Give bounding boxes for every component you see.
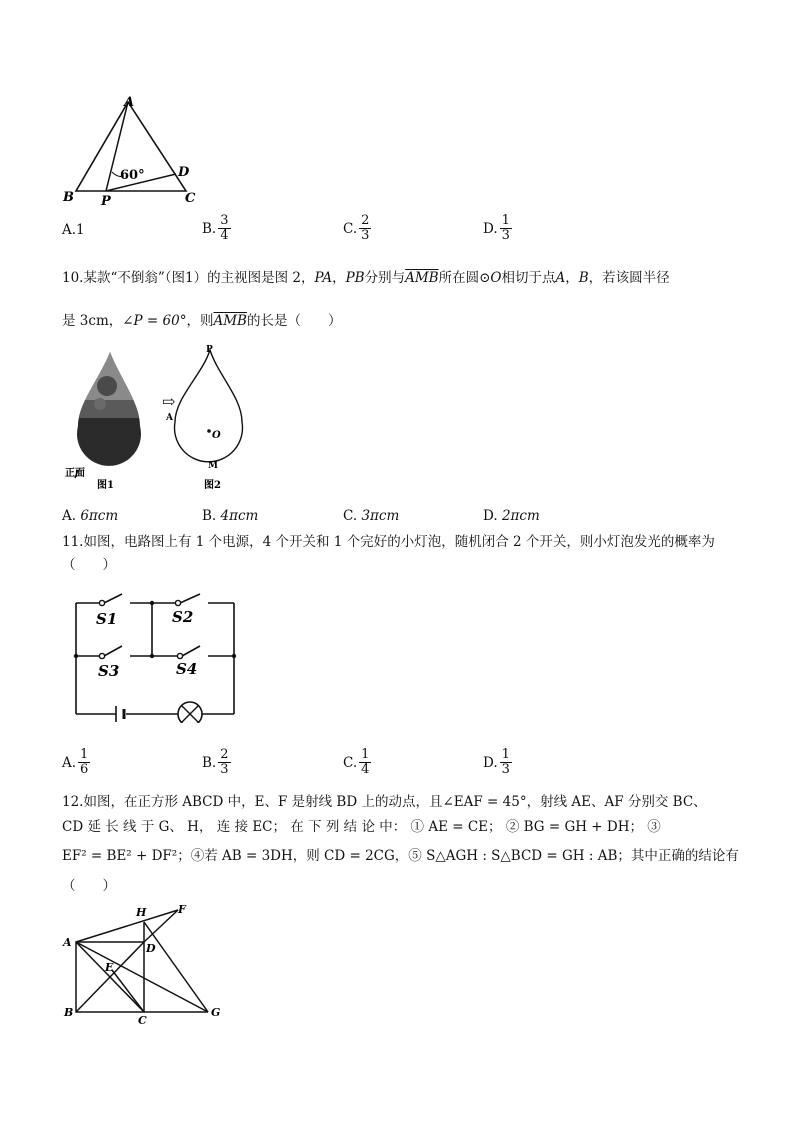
q9-option-a-value: 1 (76, 222, 85, 238)
q12-label-h: H (136, 906, 147, 919)
q10-fig2-label-p: P (206, 345, 213, 355)
q10-l2-p2: ，则 (186, 313, 214, 329)
q9-option-d-label: D. (483, 220, 498, 237)
q10-l1-p9: A (555, 270, 566, 286)
q11-bulb-icon (178, 702, 202, 723)
q11-option-a-label: A. (62, 754, 77, 771)
q11-stem-line2: （ ） (62, 557, 116, 573)
q10-stem-line2 (62, 311, 341, 331)
q10-fig2-label-o: O (212, 430, 221, 441)
q9-label-c: C (185, 191, 196, 206)
q10-fig1-front-label: 正面 (65, 468, 85, 479)
q10-option-a[interactable] (62, 508, 118, 524)
q10-fig2-label-m: M (208, 461, 218, 471)
q9-angle-label: 60° (120, 168, 145, 183)
q11-option-c-den: 4 (361, 762, 370, 777)
q10-l1-p7: ⊙O (479, 270, 502, 286)
q10-l1-p11: B (578, 270, 589, 286)
q11-option-b-num: 2 (220, 747, 229, 762)
q9-option-b-num: 3 (220, 213, 229, 228)
q11-option-c[interactable] (343, 748, 371, 777)
q9-label-a: A (124, 95, 135, 110)
q11-option-c-fraction (359, 748, 371, 777)
q10-option-d[interactable] (483, 508, 540, 524)
q10-option-c-value: 3πcm (361, 508, 400, 524)
q11-label-s3: S3 (98, 662, 120, 680)
q10-l1-p12: ，若该圆半径 (588, 270, 670, 286)
q10-fig1-caption: 图1 (97, 480, 114, 491)
q11-option-a-num: 1 (80, 747, 89, 762)
q9-option-a-label: A. (62, 222, 77, 238)
q10-arc-amb-2: $\overline{AMB}$ (213, 313, 247, 329)
q11-label-s2: S2 (172, 608, 194, 626)
q9-option-b-label: B. (202, 220, 217, 237)
q11-option-b-den: 3 (220, 762, 229, 777)
q10-figure-1 (60, 348, 160, 493)
q12-label-c: C (138, 1014, 147, 1027)
q11-option-d-label: D. (483, 754, 498, 771)
q9-option-c-fraction (359, 214, 371, 243)
q10-drop-outline (175, 350, 243, 462)
q10-option-c-label: C. (343, 508, 358, 524)
q10-l1-p3: PB (345, 270, 365, 286)
q10-l1-p4: 分别与 (364, 270, 406, 286)
q11-stem-line1: 11.如图，电路图上有 1 个电源，4 个开关和 1 个完好的小灯泡，随机闭合 2 个开关，则小灯泡发光的概率为 (62, 534, 715, 550)
q9-option-d-fraction (500, 214, 512, 243)
q9-triangle-figure (60, 88, 210, 210)
q10-l1-p10: ， (565, 270, 579, 286)
q11-option-b-label: B. (202, 754, 217, 771)
q10-option-b-value: 4πcm (220, 508, 259, 524)
q11-option-c-label: C. (343, 754, 358, 771)
q9-option-b-den: 4 (220, 228, 229, 243)
q9-label-b: B (63, 190, 74, 205)
q9-option-d[interactable] (483, 214, 512, 243)
q11-option-d-den: 3 (501, 762, 510, 777)
q12-label-a: A (63, 936, 72, 949)
q9-option-d-num: 1 (501, 213, 510, 228)
q10-option-a-label: A. (62, 508, 77, 524)
q12-square-figure (60, 900, 235, 1028)
q11-option-d-num: 1 (501, 747, 510, 762)
q10-option-b[interactable] (202, 508, 258, 524)
q11-option-b[interactable] (202, 748, 231, 777)
q10-arrow-icon: ⇨ (162, 392, 176, 411)
q10-fig2-label-a: A (166, 413, 173, 423)
q11-label-s1: S1 (96, 610, 118, 628)
q9-option-b-fraction (218, 214, 230, 243)
q11-option-d-fraction (500, 748, 512, 777)
q9-option-a[interactable] (62, 222, 85, 238)
q12-stem-line4: （ ） (62, 878, 116, 894)
q12-label-f: F (178, 903, 186, 916)
q11-option-c-num: 1 (361, 747, 370, 762)
q12-label-g: G (211, 1006, 221, 1019)
q10-option-c[interactable] (343, 508, 399, 524)
q11-option-b-fraction (218, 748, 230, 777)
q9-option-c-label: C. (343, 220, 358, 237)
q12-label-b: B (64, 1006, 74, 1019)
q10-l2-p4: 的长是（ ） (246, 313, 342, 329)
q12-label-d: D (146, 942, 156, 955)
q11-circuit-figure (66, 588, 246, 723)
q10-stem-line1 (62, 268, 670, 288)
q9-option-d-den: 3 (501, 228, 510, 243)
q10-l2-p1: ∠P = 60° (122, 313, 187, 329)
q9-option-c-num: 2 (361, 213, 370, 228)
q11-option-a-fraction (78, 748, 90, 777)
q10-l2-p0: 是 3cm， (62, 313, 123, 329)
q10-option-b-label: B. (202, 508, 217, 524)
q9-option-c-den: 3 (361, 228, 370, 243)
q9-label-d: D (178, 165, 190, 180)
q10-option-d-value: 2πcm (501, 508, 540, 524)
q10-l1-p8: 相切于点 (501, 270, 556, 286)
q10-l1-p6: 所在圆 (438, 270, 480, 286)
q12-segment-hg (144, 922, 208, 1012)
q12-ray-ag (76, 942, 208, 1012)
q10-figure-2 (166, 340, 256, 495)
q12-stem-line3: EF² = BE² + DF²；④若 AB = 3DH，则 CD = 2CG，⑤ S△AGH : S△BCD = GH : AB；其中正确的结论有 (62, 848, 739, 864)
q9-label-p: P (101, 194, 111, 209)
q10-fig2-caption: 图2 (204, 480, 221, 491)
q10-l1-p1: PA (314, 270, 333, 286)
q12-stem-line1: 12.如图，在正方形 ABCD 中，E、F 是射线 BD 上的动点，且∠EAF = 45°，射线 AE、AF 分别交 BC、 (62, 794, 707, 810)
q12-ray-af (76, 910, 178, 942)
q11-option-d[interactable] (483, 748, 512, 777)
q11-option-a[interactable] (62, 748, 90, 777)
q12-stem-line2: CD 延 长 线 于 G、 H， 连 接 EC； 在 下 列 结 论 中： ① AE = CE； ② BG = GH + DH； ③ (62, 819, 661, 835)
q10-option-a-value: 6πcm (80, 508, 119, 524)
q11-label-s4: S4 (176, 660, 198, 678)
q10-arc-amb: $\overline{AMB}$ (405, 270, 439, 286)
q10-l1-p2: ， (332, 270, 346, 286)
q12-label-e: E (105, 961, 114, 974)
q11-option-a-den: 6 (80, 762, 89, 777)
q9-option-b[interactable] (202, 214, 231, 243)
q10-l1-p0: 10.某款“不倒翁”（图1）的主视图是图 2， (62, 270, 315, 286)
q10-center-o (207, 429, 211, 433)
q9-option-c[interactable] (343, 214, 371, 243)
q10-option-d-label: D. (483, 508, 498, 524)
